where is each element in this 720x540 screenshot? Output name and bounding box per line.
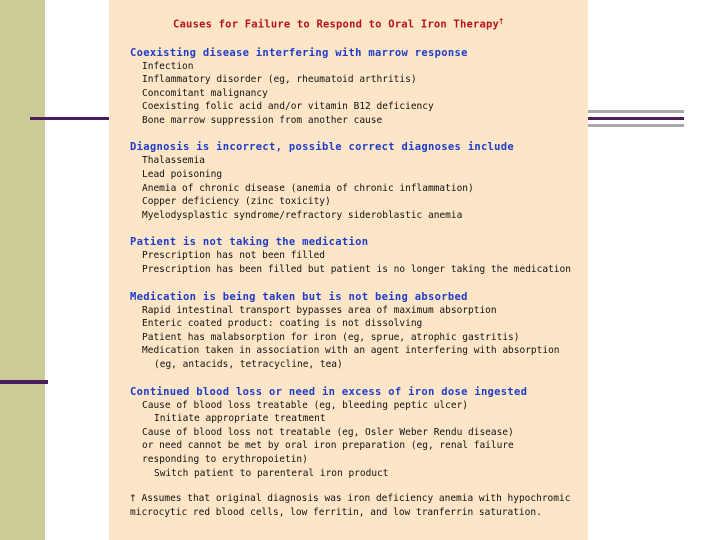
section-heading: Coexisting disease interfering with marrow response	[130, 46, 468, 59]
list-item: Anemia of chronic disease (anemia of chronic inflammation)	[142, 182, 474, 194]
list-item: Coexisting folic acid and/or vitamin B12 deficiency	[142, 101, 434, 113]
list-item: (eg, antacids, tetracycline, tea)	[154, 359, 343, 370]
right-divider-bottom	[588, 124, 684, 127]
list-item: Medication taken in association with an agent interfering with absorption	[142, 345, 560, 357]
section-incorrect-diagnosis	[130, 140, 588, 222]
list-item: Inflammatory disorder (eg, rheumatoid arthritis)	[142, 74, 417, 86]
title-footnote-mark: †	[499, 17, 504, 25]
title-text: Causes for Failure to Respond to Oral Iron Therapy	[173, 18, 500, 31]
list-item: Initiate appropriate treatment	[154, 413, 326, 425]
list-item: Enteric coated product: coating is not dissolving	[142, 318, 423, 330]
list-item: Infection	[142, 60, 194, 72]
right-divider-top	[588, 110, 684, 113]
sidebar-band	[0, 0, 45, 540]
list-item: or need cannot be met by oral iron preparation (eg, renal failure	[142, 440, 514, 452]
page-title	[173, 17, 588, 31]
list-item: Prescription has not been filled	[142, 250, 326, 262]
footnote-line	[130, 492, 588, 506]
list-item: Cause of blood loss treatable (eg, bleeding peptic ulcer)	[142, 399, 469, 411]
list-item: Patient has malabsorption for iron (eg, sprue, atrophic gastritis)	[142, 331, 520, 343]
section-heading: Medication is being taken but is not being absorbed	[130, 290, 468, 303]
section-heading: Continued blood loss or need in excess of iron dose ingested	[130, 385, 528, 398]
footnote-line: microcytic red blood cells, low ferritin, and low tranferrin saturation.	[130, 507, 542, 519]
section-heading: Diagnosis is incorrect, possible correct diagnoses include	[130, 141, 515, 154]
list-item: responding to erythropoietin)	[142, 453, 308, 465]
right-divider	[588, 117, 684, 120]
list-item: Cause of blood loss not treatable (eg, Osler Weber Rendu disease)	[142, 426, 514, 438]
list-item: Switch patient to parenteral iron product	[154, 467, 389, 479]
list-item: Prescription has been filled but patient is no longer taking the medication	[142, 264, 571, 276]
list-item: Myelodysplastic syndrome/refractory sideroblastic anemia	[142, 209, 463, 221]
section-blood-loss	[130, 385, 588, 481]
section-not-absorbed	[130, 290, 588, 372]
sidebar-divider	[0, 380, 48, 384]
section-not-taking-medication	[130, 235, 588, 276]
left-divider	[30, 117, 110, 120]
list-item: Thalassemia	[142, 155, 205, 167]
section-coexisting-disease	[130, 46, 588, 128]
content-panel	[109, 0, 588, 540]
footnote-mark: †	[130, 493, 136, 505]
footnote-text: Assumes that original diagnosis was iron deficiency anemia with hypochromic	[141, 493, 571, 505]
list-item: Bone marrow suppression from another cause	[142, 114, 383, 126]
list-item: Copper deficiency (zinc toxicity)	[142, 196, 331, 208]
list-item: Lead poisoning	[142, 169, 223, 181]
footnote	[130, 492, 588, 520]
list-item: Concomitant malignancy	[142, 87, 268, 99]
list-item: Rapid intestinal transport bypasses area of maximum absorption	[142, 304, 497, 316]
section-heading: Patient is not taking the medication	[130, 236, 369, 249]
